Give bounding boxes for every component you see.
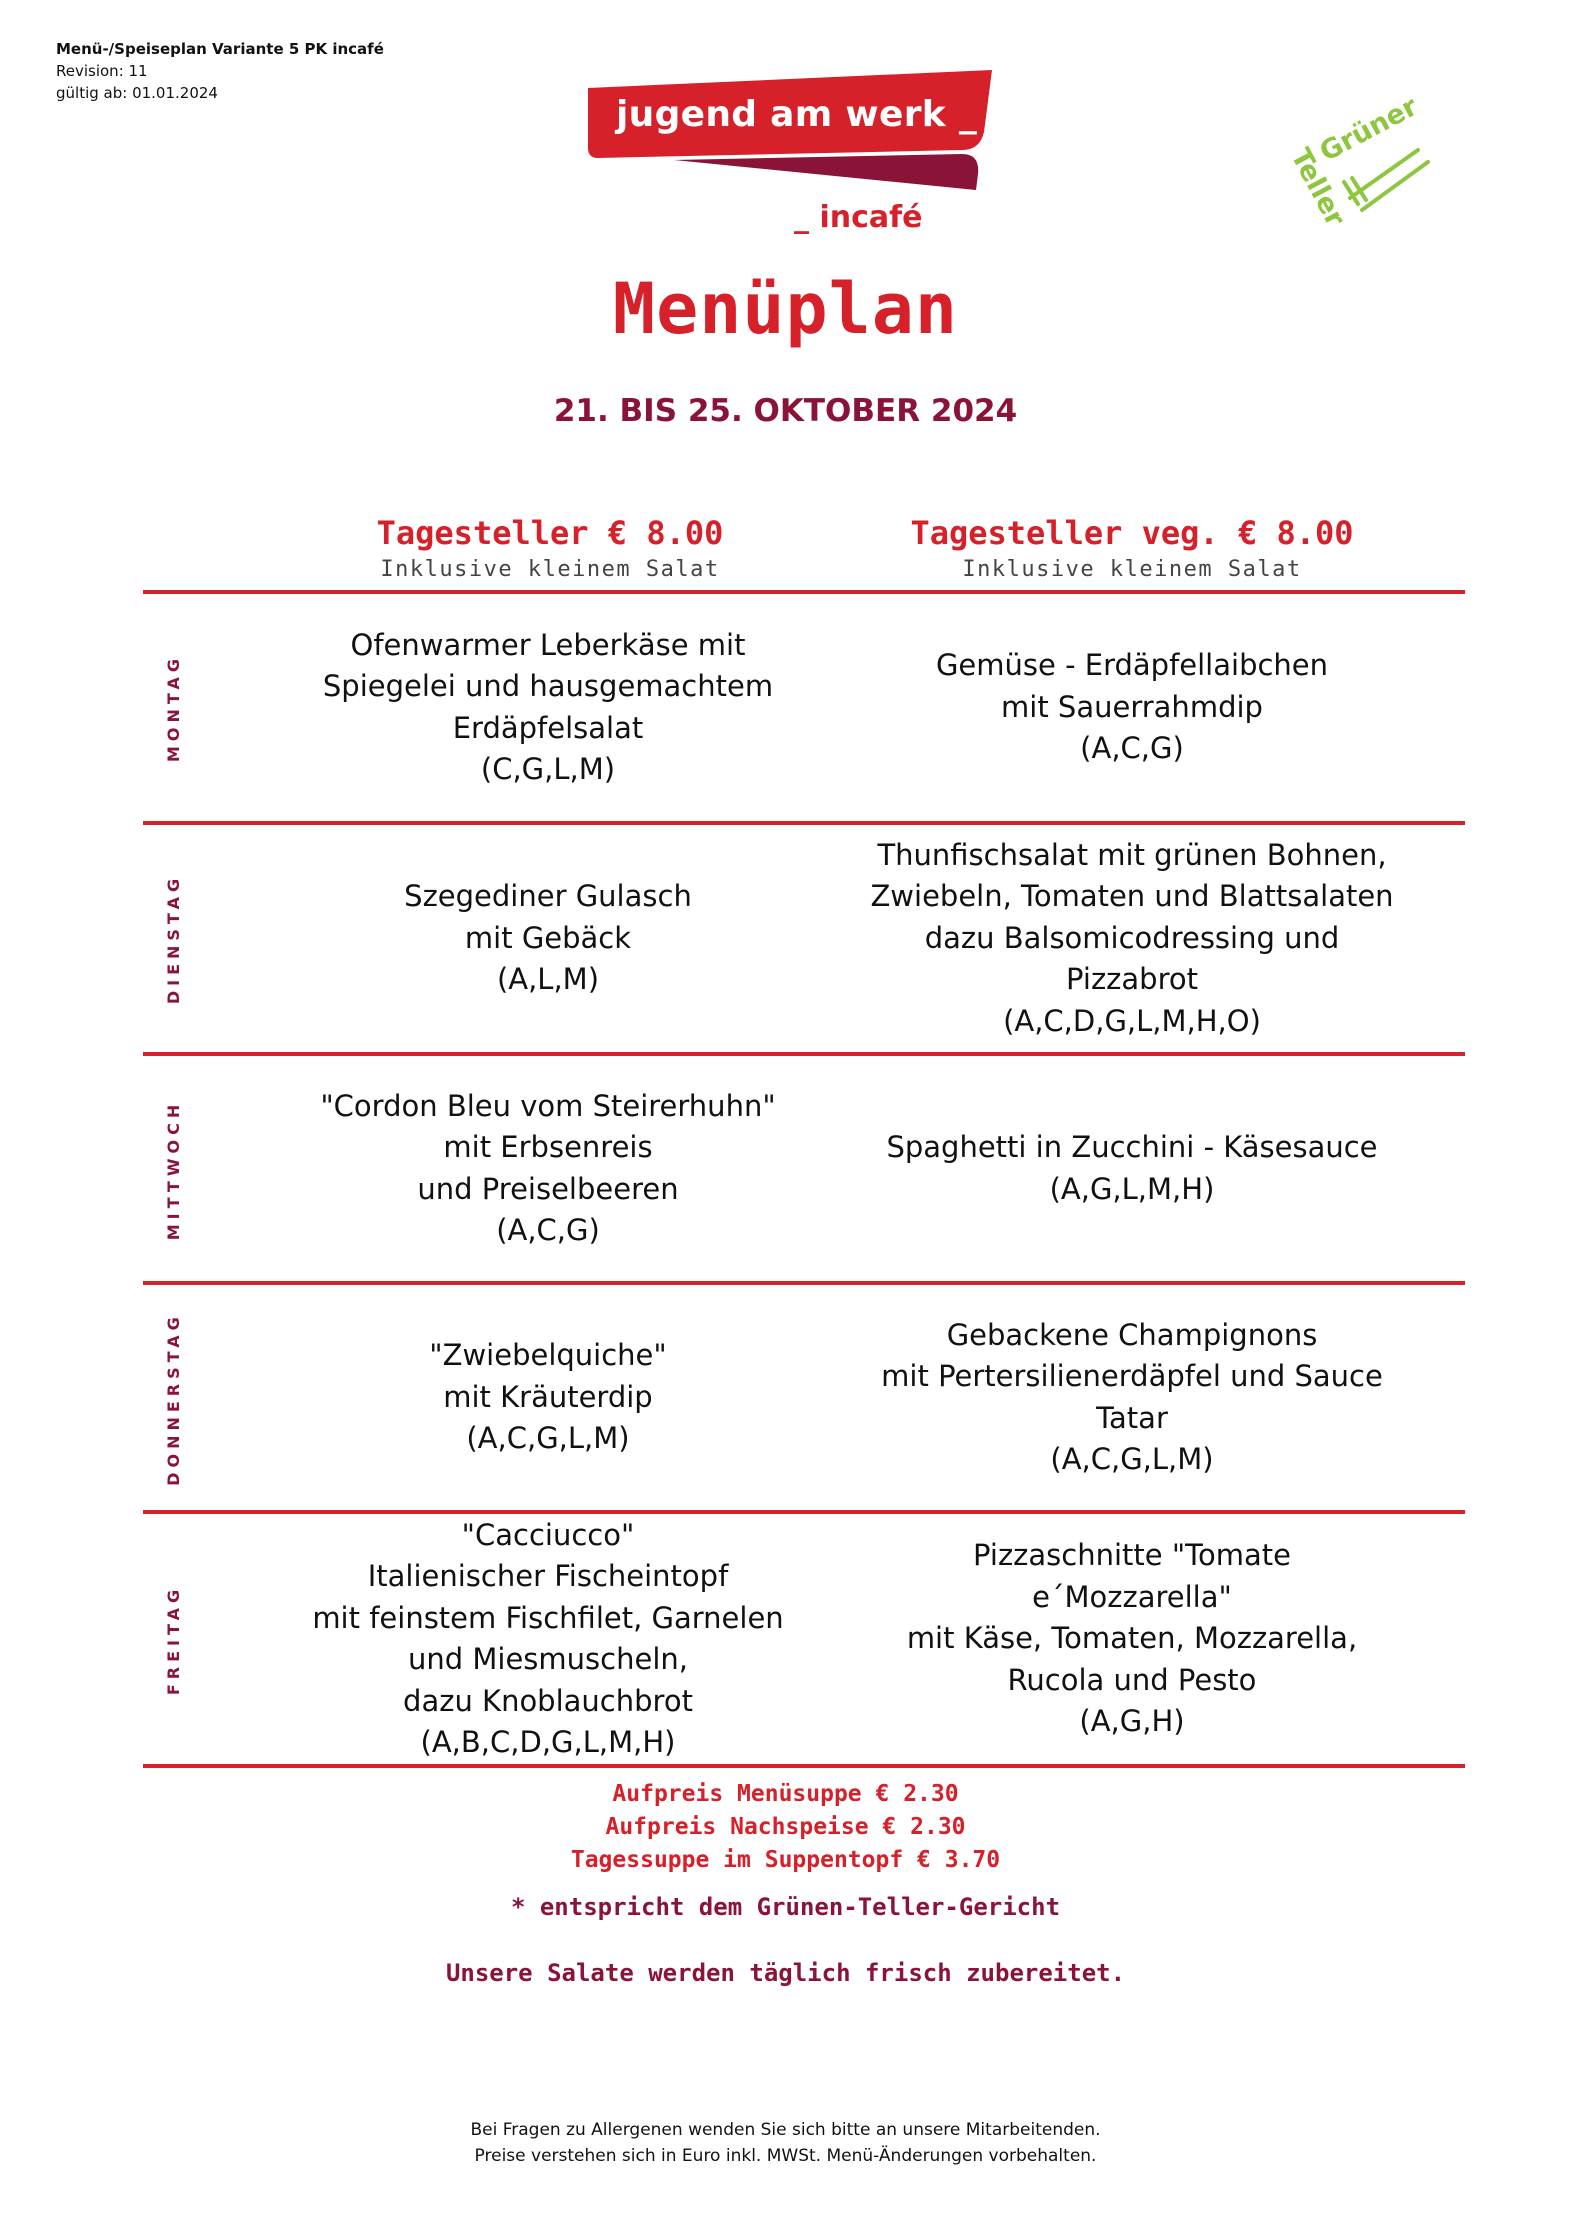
- dish-text: Ofenwarmer Leberkäse mit Spiegelei und hausgemachtem Erdäpfelsalat (C,G,L,M): [322, 627, 774, 786]
- dish-tuesday-veg: [832, 825, 1432, 1052]
- dish-monday-veg: [832, 594, 1432, 821]
- document-meta: [56, 38, 384, 104]
- column-subtitle: Inklusive kleinem Salat: [962, 557, 1302, 582]
- footer-line: Preise verstehen sich in Euro inkl. MWSt. Menü-Änderungen vorbehalten.: [474, 2146, 1097, 2166]
- brand-name: jugend am werk _: [616, 94, 978, 135]
- dish-text: "Zwiebelquiche" mit Kräuterdip (A,C,G,L,M): [429, 1338, 667, 1456]
- column-title: Tagesteller € 8.00: [376, 514, 724, 552]
- dish-text: Gemüse - Erdäpfellaibchen mit Sauerrahmdip (A,C,G): [935, 648, 1329, 766]
- column-title: Tagesteller veg. € 8.00: [910, 514, 1354, 552]
- day-label-thursday: DONNERSTAG: [164, 1312, 183, 1486]
- document-revision: Revision: 11: [56, 62, 148, 80]
- dish-text: Szegediner Gulasch mit Gebäck (A,L,M): [404, 879, 692, 997]
- day-label-friday: FREITAG: [164, 1584, 183, 1696]
- dish-tuesday-meat: [268, 825, 828, 1052]
- dish-text: "Cacciucco" Italienischer Fischeintopf mit feinstem Fischfilet, Garnelen und Miesmuscheln, dazu Knoblauchbrot (A,B,C,D,G,L,M,H): [312, 1517, 784, 1759]
- extras-list: [0, 1778, 1571, 1877]
- dish-thursday-veg: [832, 1285, 1432, 1510]
- divider: [143, 1764, 1465, 1768]
- day-label-tuesday: DIENSTAG: [164, 873, 183, 1005]
- document-meta-title: Menü-/Speiseplan Variante 5 PK incafé: [56, 40, 384, 58]
- dish-text: Thunfischsalat mit grünen Bohnen, Zwiebeln, Tomaten und Blattsalaten dazu Balsomicodressing und Pizzabrot (A,C,D,G,L,M,H,O): [870, 837, 1394, 1038]
- extra-item: Tagessuppe im Suppentopf € 3.70: [570, 1847, 1001, 1873]
- seal-word-1: Grüner: [1314, 91, 1423, 168]
- date-range: 21. BIS 25. OKTOBER 2024: [553, 393, 1018, 429]
- dish-text: Gebackene Champignons mit Pertersilienerdäpfel und Sauce Tatar (A,C,G,L,M): [881, 1317, 1383, 1476]
- dish-monday-meat: [268, 594, 828, 821]
- dish-wednesday-veg: [832, 1056, 1432, 1281]
- green-plate-note: * entspricht dem Grünen-Teller-Gericht: [510, 1893, 1061, 1921]
- extra-item: Aufpreis Menüsuppe € 2.30: [612, 1781, 959, 1807]
- document-valid-from: gültig ab: 01.01.2024: [56, 84, 218, 102]
- dish-text: Spaghetti in Zucchini - Käsesauce (A,G,L,M,H): [886, 1130, 1378, 1206]
- day-label-monday: MONTAG: [164, 653, 183, 763]
- dish-wednesday-meat: [268, 1056, 828, 1281]
- dish-thursday-meat: [268, 1285, 828, 1510]
- extra-item: Aufpreis Nachspeise € 2.30: [605, 1814, 966, 1840]
- brand-sub: _ incafé: [794, 200, 923, 235]
- gruener-teller-seal: [1278, 91, 1438, 240]
- dish-text: Pizzaschnitte "Tomate e´Mozzarella" mit Käse, Tomaten, Mozzarella, Rucola und Pesto (A,G,H): [906, 1538, 1358, 1739]
- dish-friday-meat: [268, 1514, 828, 1764]
- brand-logo: [588, 70, 1000, 250]
- seal-word-2: Teller: [1284, 143, 1351, 232]
- column-header-veg: [832, 514, 1432, 582]
- footer: [0, 2117, 1571, 2169]
- footer-line: Bei Fragen zu Allergenen wenden Sie sich bitte an unsere Mitarbeitenden.: [470, 2120, 1101, 2140]
- page-title: Menüplan: [612, 268, 959, 350]
- column-header-meat: [250, 514, 850, 582]
- day-label-wednesday: MITTWOCH: [164, 1099, 183, 1241]
- column-subtitle: Inklusive kleinem Salat: [380, 557, 720, 582]
- dish-friday-veg: [832, 1514, 1432, 1764]
- dish-text: "Cordon Bleu vom Steirerhuhn" mit Erbsenreis und Preiselbeeren (A,C,G): [320, 1088, 776, 1247]
- salad-note: Unsere Salate werden täglich frisch zubereitet.: [445, 1959, 1126, 1987]
